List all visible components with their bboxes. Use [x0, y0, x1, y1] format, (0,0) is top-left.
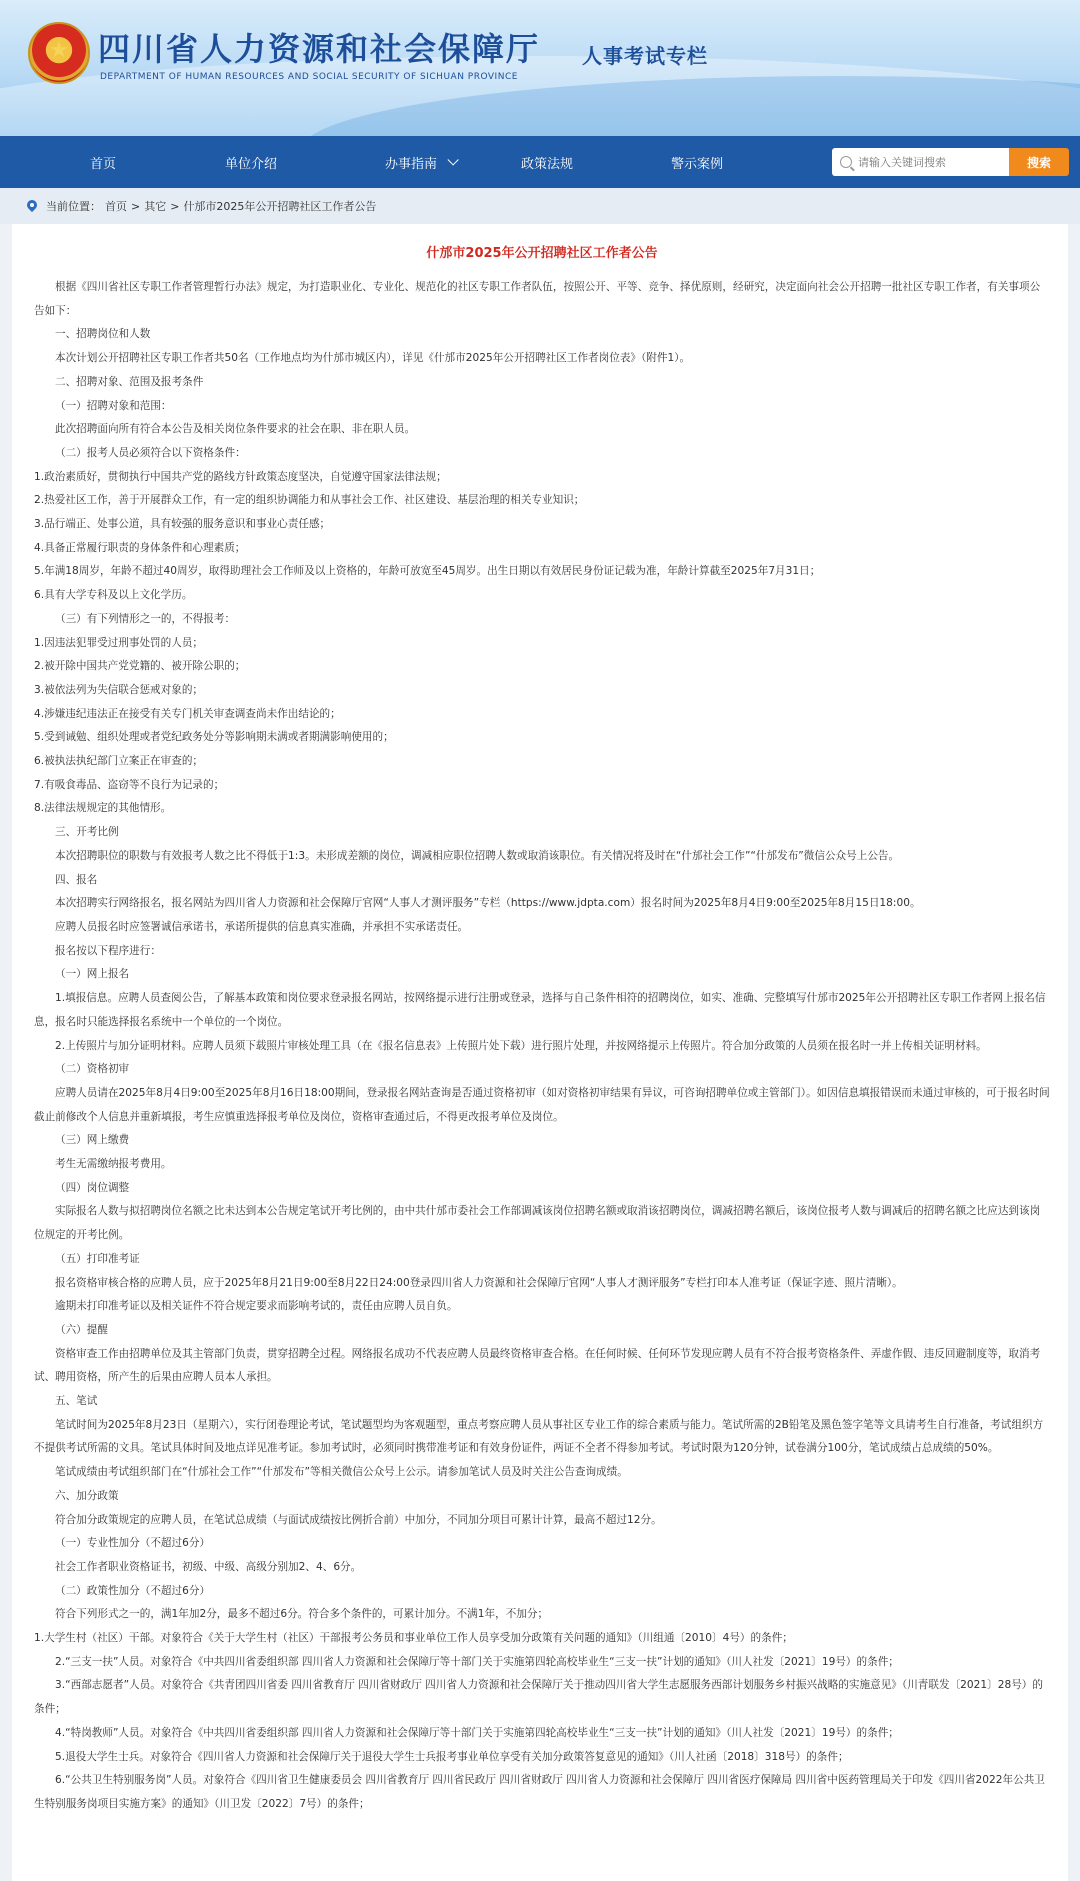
nav-label: 办事指南: [384, 156, 437, 172]
article-paragraph: 1.大学生村（社区）干部。对象符合《关于大学生村（社区）干部报考公务员和事业单位工作人员享受加分政策有关问题的通知》（川组通〔2010〕4号）的条件；: [34, 1632, 793, 1645]
article-paragraph: 此次招聘面向所有符合本公告及相关岗位条件要求的社会在职、非在职人员。: [55, 423, 416, 436]
article-paragraph: 4.具备正常履行职责的身体条件和心理素质；: [34, 541, 246, 554]
article-heading: （一）网上报名: [55, 968, 130, 981]
national-emblem-icon[interactable]: ★: [28, 22, 90, 84]
article-paragraph: 6.被执法执纪部门立案正在审查的；: [34, 755, 204, 768]
search-icon: [840, 156, 852, 168]
article-heading: （三）有下列情形之一的，不得报考：: [55, 612, 236, 625]
article-paragraph: 笔试时间为2025年8月23日（星期六），实行闭卷理论考试，笔试题型均为客观题型，重点考察应聘人员从事社区专业工作的综合素质与能力。笔试所需的2B铅笔及黑色签字笔等文具请考生自行准备，考试组织方不提供考试所需的文具。笔试具体时间及地点详见准考证。参加考试时，必须同时携带准考证和有效身份证件，两证不全者不得参加考试。考试时限为120分钟，试卷满分100分，笔试成绩占总成绩的50%。: [34, 1418, 1044, 1455]
article-heading: （二）政策性加分（不超过6分）: [55, 1584, 211, 1597]
article-paragraph: 本次招聘实行网络报名，报名网站为四川省人力资源和社会保障厅官网“人事人才测评服务”专栏（https://www.jdpta.com）报名时间为2025年8月4日9:00至2025年8月15日18:00。: [55, 897, 921, 910]
article-paragraph: 5.受到诫勉、组织处理或者党纪政务处分等影响期未满或者期满影响使用的；: [34, 731, 394, 744]
breadcrumb-separator: >: [170, 199, 180, 213]
article-paragraph: 5.退役大学生士兵。对象符合《四川省人力资源和社会保障厅关于退役大学生士兵报考事业单位享受有关加分政策答复意见的通知》（川人社函〔2018〕318号）的条件；: [55, 1750, 849, 1763]
search-bar: [832, 148, 1069, 176]
header-banner: [0, 0, 1080, 136]
section-name: 人事考试专栏: [582, 44, 708, 68]
nav-label: 警示案例: [670, 156, 723, 172]
article-paragraph: 4.涉嫌违纪违法正在接受有关专门机关审查调查尚未作出结论的；: [34, 707, 341, 720]
article-heading: 三、开考比例: [55, 826, 119, 839]
location-pin-icon: [26, 200, 38, 212]
nav-item-home[interactable]: [58, 136, 148, 188]
breadcrumb-other-link[interactable]: 其它: [144, 200, 167, 213]
article-paragraph: 4.“特岗教师”人员。对象符合《中共四川省委组织部 四川省人力资源和社会保障厅等十部门关于实施第四轮高校毕业生“三支一扶”计划的通知》（川人社发〔2021〕19号）的条件；: [55, 1726, 899, 1739]
site-title[interactable]: 四川省人力资源和社会保障厅: [98, 30, 541, 68]
article-paragraph: 6.“公共卫生特别服务岗”人员。对象符合《四川省卫生健康委员会 四川省教育厅 四川省民政厅 四川省财政厅 四川省人力资源和社会保障厅 四川省医疗保障局 四川省中医药管理局关于印发《四川省2022年公共卫生特别服务岗项目实施方案》的通知》（川卫发〔2022〕7号）的条件；: [34, 1774, 1045, 1810]
article-paragraph: 报名资格审核合格的应聘人员，应于2025年8月21日9:00至8月22日24:00登录四川省人力资源和社会保障厅官网“人事人才测评服务”专栏打印本人准考证（保证字迹、照片清晰）。: [55, 1276, 903, 1289]
main-nav: [0, 136, 1080, 188]
article-paragraph: 实际报名人数与拟招聘岗位名额之比未达到本公告规定笔试开考比例的，由中共什邡市委社会工作部调减该岗位招聘名额或取消该招聘岗位，调减招聘名额后，该岗位报考人数与调减后的招聘名额之比应达到该岗位规定的开考比例。: [34, 1205, 1041, 1242]
article-heading: （四）岗位调整: [55, 1181, 130, 1194]
chevron-down-icon: [447, 154, 458, 165]
article-paragraph: 3.被依法列为失信联合惩戒对象的；: [34, 683, 204, 696]
article-paragraph: 本次招聘职位的职数与有效报考人数之比不得低于1:3。未形成差额的岗位，调减相应职位招聘人数或取消该职位。有关情况将及时在“什邡社会工作”“什邡发布”微信公众号上公告。: [55, 849, 900, 862]
article-paragraph: 符合下列形式之一的，满1年加2分，最多不超过6分。符合多个条件的，可累计加分。不满1年，不加分；: [55, 1608, 549, 1621]
article-body: [34, 276, 1050, 1817]
article-paragraph: 5.年满18周岁，年龄不超过40周岁，取得助理社会工作师及以上资格的，年龄可放宽至45周岁。出生日期以有效居民身份证记载为准，年龄计算截至2025年7月31日；: [34, 565, 821, 578]
article-heading: （二）报考人员必须符合以下资格条件：: [55, 446, 246, 459]
article-paragraph: 6.具有大学专科及以上文化学历。: [34, 589, 193, 602]
search-button[interactable]: 搜索: [1009, 148, 1069, 176]
article-title: 什邡市2025年公开招聘社区工作者公告: [426, 246, 658, 261]
article-paragraph: 3.品行端正、处事公道，具有较强的服务意识和事业心责任感；: [34, 518, 331, 531]
article-paragraph: 资格审查工作由招聘单位及其主管部门负责，贯穿招聘全过程。网络报名成功不代表应聘人员最终资格审查合格。在任何时候、任何环节发现应聘人员有不符合报考资格条件、弄虚作假、违反回避制度等，取消考试、聘用资格，所产生的后果由应聘人员本人承担。: [34, 1347, 1041, 1384]
article-paragraph: 报名按以下程序进行：: [55, 944, 161, 957]
article-paragraph: 逾期未打印准考证以及相关证件不符合规定要求而影响考试的，责任由应聘人员自负。: [55, 1300, 458, 1313]
article-paragraph: 2.被开除中国共产党党籍的、被开除公职的；: [34, 660, 246, 673]
article-heading: （六）提醒: [55, 1323, 108, 1336]
breadcrumb-prefix: 当前位置：: [46, 200, 101, 213]
nav-item-policy[interactable]: [502, 136, 592, 188]
breadcrumb: [0, 188, 1080, 224]
article-heading: 二、招聘对象、范围及报考条件: [55, 375, 204, 388]
article-heading: （三）网上缴费: [55, 1134, 130, 1147]
breadcrumb-separator: >: [131, 199, 141, 213]
article-paragraph: 本次计划公开招聘社区专职工作者共50名（工作地点均为什邡市城区内），详见《什邡市2025年公开招聘社区工作者岗位表》（附件1）。: [55, 352, 691, 365]
article-heading: 五、笔试: [55, 1395, 98, 1408]
search-input[interactable]: [858, 156, 998, 169]
article-paragraph: 2.热爱社区工作，善于开展群众工作，有一定的组织协调能力和从事社会工作、社区建设、基层治理的相关专业知识；: [34, 494, 585, 507]
article-heading: （一）招聘对象和范围：: [55, 399, 172, 412]
search-box: [832, 148, 1009, 176]
article-paragraph: 社会工作者职业资格证书，初级、中级、高级分别加2、4、6分。: [55, 1560, 362, 1573]
article-heading: （五）打印准考证: [55, 1252, 140, 1265]
article-paragraph: 应聘人员报名时应签署诚信承诺书，承诺所提供的信息真实准确，并承担不实承诺责任。: [55, 920, 469, 933]
breadcrumb-home-link[interactable]: 首页: [105, 200, 127, 213]
article-paragraph: 8.法律法规规定的其他情形。: [34, 802, 172, 815]
article-paragraph: 应聘人员请在2025年8月4日9:00至2025年8月16日18:00期间，登录报名网站查询是否通过资格初审（如对资格初审结果有异议，可咨询招聘单位或主管部门）。如因信息填报错误而未通过审核的，可于报名时间截止前修改个人信息并重新填报，考生应慎重选择报考单位及岗位，资格审查通过后，不得更改报考单位及岗位。: [34, 1086, 1050, 1123]
article-heading: 六、加分政策: [55, 1489, 119, 1502]
article-paragraph: 1.政治素质好，贯彻执行中国共产党的路线方针政策态度坚决，自觉遵守国家法律法规；: [34, 470, 447, 483]
article-paragraph: 7.有吸食毒品、盗窃等不良行为记录的；: [34, 778, 225, 791]
article-paragraph: 1.因违法犯罪受过刑事处罚的人员；: [34, 636, 204, 649]
nav-item-guide[interactable]: [360, 136, 480, 188]
nav-item-cases[interactable]: [652, 136, 742, 188]
nav-label: 政策法规: [520, 156, 573, 172]
article-paragraph: 1.填报信息。应聘人员查阅公告，了解基本政策和岗位要求登录报名网站，按网络提示进行注册或登录，选择与自己条件相符的招聘岗位，如实、准确、完整填写什邡市2025年公开招聘社区专职工作者网上报名信息，报名时只能选择报名系统中一个单位的一个岗位。: [34, 992, 1046, 1028]
article-paragraph: 符合加分政策规定的应聘人员，在笔试总成绩（与面试成绩按比例折合前）中加分，不同加分项目可累计计算，最高不超过12分。: [55, 1513, 662, 1526]
article-heading: （一）专业性加分（不超过6分）: [55, 1537, 211, 1550]
article-heading: （二）资格初审: [55, 1063, 130, 1076]
breadcrumb-current[interactable]: 什邡市2025年公开招聘社区工作者公告: [183, 200, 377, 213]
nav-item-about[interactable]: [206, 136, 296, 188]
nav-label: 单位介绍: [224, 156, 277, 172]
article-container: [12, 224, 1068, 1881]
article-paragraph: 根据《四川省社区专职工作者管理暂行办法》规定，为打造职业化、专业化、规范化的社区专职工作者队伍，按照公开、平等、竞争、择优原则，经研究，决定面向社会公开招聘一批社区专职工作者，有关事项公告如下：: [34, 281, 1041, 317]
article-paragraph: 2.“三支一扶”人员。对象符合《中共四川省委组织部 四川省人力资源和社会保障厅等十部门关于实施第四轮高校毕业生“三支一扶”计划的通知》（川人社发〔2021〕19号）的条件；: [55, 1655, 899, 1668]
article-paragraph: 3.“西部志愿者”人员。对象符合《共青团四川省委 四川省教育厅 四川省财政厅 四川省人力资源和社会保障厅关于推动四川省大学生志愿服务西部计划服务乡村振兴战略的实施意见》（川青联发〔2021〕28号）的条件；: [34, 1679, 1043, 1716]
article-paragraph: 2.上传照片与加分证明材料。应聘人员须下载照片审核处理工具（在《报名信息表》上传照片处下载）进行照片处理，并按网络提示上传照片。符合加分政策的人员须在报名时一并上传相关证明材料。: [55, 1039, 987, 1052]
nav-label: 首页: [89, 156, 116, 172]
site-subtitle: DEPARTMENT OF HUMAN RESOURCES AND SOCIAL SECURITY OF SICHUAN PROVINCE: [100, 72, 518, 82]
article-heading: 一、招聘岗位和人数: [55, 328, 151, 341]
article-paragraph: 笔试成绩由考试组织部门在“什邡社会工作”“什邡发布”等相关微信公众号上公示。请参加笔试人员及时关注公告查询成绩。: [55, 1466, 628, 1479]
article-heading: 四、报名: [55, 873, 98, 886]
article-paragraph: 考生无需缴纳报考费用。: [55, 1158, 172, 1171]
